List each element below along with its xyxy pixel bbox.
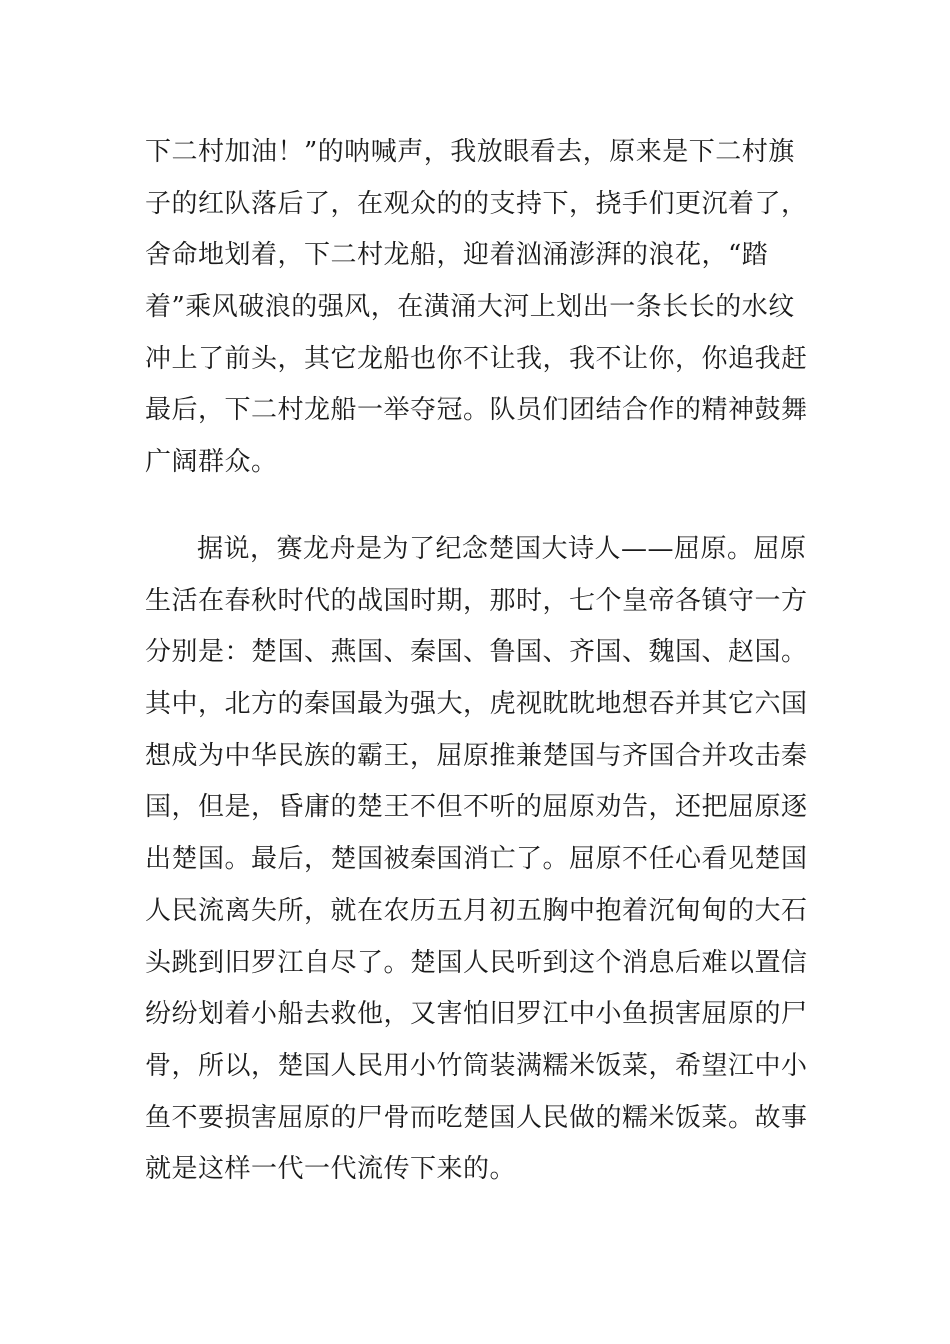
text-line: 想成为中华民族的霸王，屈原推兼楚国与齐国合并攻击秦 (145, 740, 808, 771)
text-line: 舍命地划着，下二村龙船，迎着汹涌澎湃的浪花，“踏 (145, 240, 769, 271)
text-line: 头跳到旧罗江自尽了。楚国人民听到这个消息后难以置信 (145, 947, 808, 978)
text-line: 冲上了前头，其它龙船也你不让我，我不让你，你追我赶 (145, 343, 808, 374)
text-line: 下二村加油！”的呐喊声，我放眼看去，原来是下二村旗 (145, 137, 795, 167)
text-line: 最后，下二村龙船一举夺冠。队员们团结合作的精神鼓舞 (145, 395, 808, 426)
text-line: 纷纷划着小船去救他，又害怕旧罗江中小鱼损害屈原的尸 (145, 999, 808, 1030)
text-line: 生活在春秋时代的战国时期，那时，七个皇帝各镇守一方 (145, 585, 808, 616)
text-line: 人民流离失所，就在农历五月初五胸中抱着沉甸甸的大石 (145, 895, 808, 926)
text-line: 着”乘风破浪的强风，在潢涌大河上划出一条长长的水纹 (145, 292, 795, 323)
text-line: 国，但是，昏庸的楚王不但不听的屈原劝告，还把屈原逐 (145, 792, 808, 823)
text-line: 鱼不要损害屈原的尸骨而吃楚国人民做的糯米饭菜。故事 (145, 1102, 808, 1133)
paragraph-dragon-boat-race (145, 127, 825, 489)
text-line: 其中，北方的秦国最为强大，虎视眈眈地想吞并其它六国 (145, 689, 808, 720)
text-line: 据说，赛龙舟是为了纪念楚国大诗人——屈原。屈原 (197, 534, 807, 564)
text-line: 就是这样一代一代流传下来的。 (145, 1154, 517, 1185)
text-line: 分别是：楚国、燕国、秦国、鲁国、齐国、魏国、赵国。 (145, 637, 808, 668)
text-line: 骨，所以，楚国人民用小竹筒装满糯米饭菜，希望江中小 (145, 1050, 808, 1081)
text-line: 广阔群众。 (145, 447, 278, 478)
paragraph-qu-yuan-story (145, 524, 825, 1196)
text-line: 出楚国。最后，楚国被秦国消亡了。屈原不任心看见楚国 (145, 844, 808, 875)
text-line: 子的红队落后了，在观众的的支持下，挠手们更沉着了， (145, 188, 808, 219)
